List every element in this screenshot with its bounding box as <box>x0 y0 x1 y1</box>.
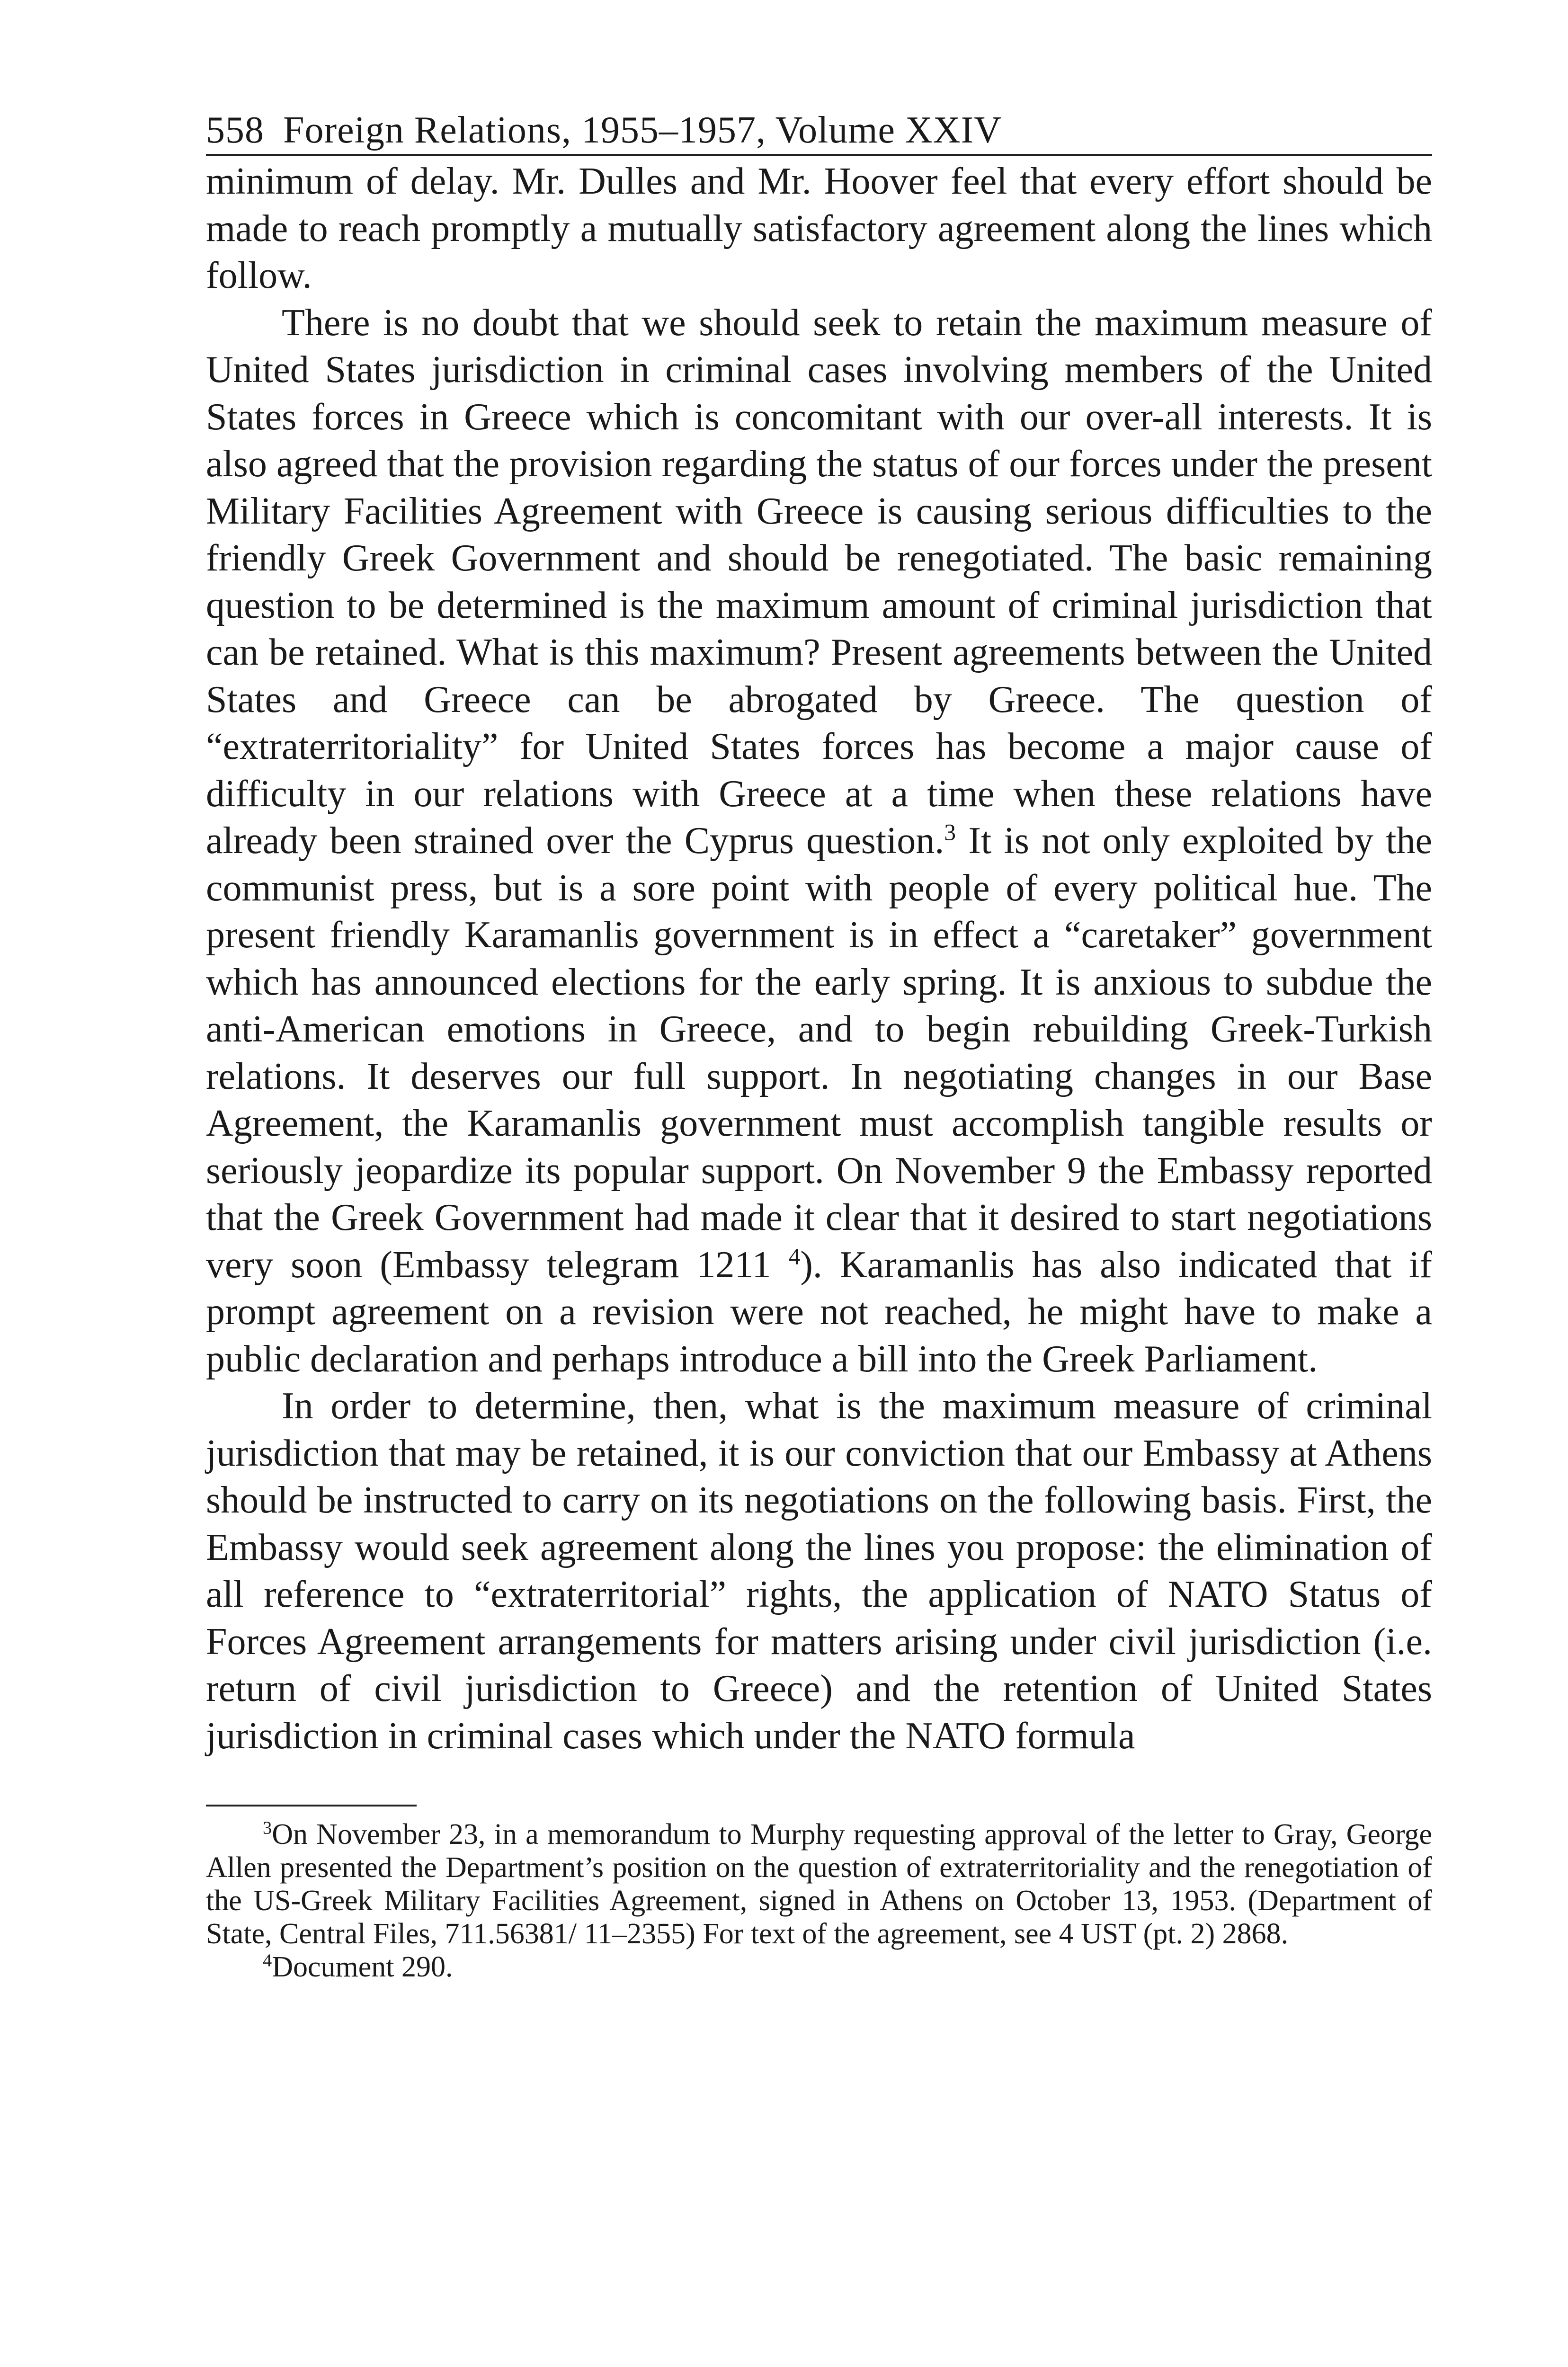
running-title: Foreign Relations, 1955–1957, Volume XXIV <box>283 109 1002 151</box>
document-page <box>206 107 1432 1984</box>
paragraph-1-text: minimum of delay. Mr. Dulles and Mr. Hoover feel that every effort should be made to reach promptly a mutually satisfactory agreement along the lines which follow. <box>206 160 1432 296</box>
paragraph-2 <box>206 300 1432 1383</box>
paragraph-2-text-b: It is not only exploited by the communist press, but is a sore point with people of every political hue. The present friendly Karamanlis government is in effect a “caretaker” government which has announced elections for the early spring. It is anxious to subdue the anti-American emotions in Greece, and to begin rebuilding Greek-Turkish relations. It deserves our full support. In negotiating changes in our Base Agreement, the Karamanlis government must accomplish tangible results or seriously jeopardize its popular support. On November 9 the Embassy reported that the Greek Government had made it clear that it desired to start negotiations very soon (Embassy telegram 1211 <box>206 820 1432 1286</box>
footnote-4-text: Document 290. <box>272 1951 453 1983</box>
footnote-4 <box>206 1950 1432 1984</box>
footnote-4-marker: 4 <box>263 1950 272 1971</box>
paragraph-3-text: In order to determine, then, what is the maximum measure of criminal jurisdiction that may be retained, it is our conviction that our Embassy at Athens should be instructed to carry on its negotiations on the following basis. First, the Embassy would seek agreement along the lines you propose: the elimination of all reference to “extraterritorial” rights, the application of NATO Status of Forces Agreement arrangements for matters arising under civil jurisdiction (i.e. return of civil jurisdiction to Greece) and the retention of United States jurisdiction in criminal cases which under the NATO formula <box>206 1385 1432 1757</box>
paragraph-2-text-a: There is no doubt that we should seek to retain the maximum measure of United States jurisdiction in criminal cases involving members of the United States forces in Greece which is concomitant with our over-all interests. It is also agreed that the provision regarding the status of our forces under the present Military Facilities Agreement with Greece is causing serious difficulties to the friendly Greek Government and should be renegotiated. The basic remaining question to be determined is the maximum amount of criminal jurisdiction that can be retained. What is this maximum? Present agreements between the United States and Greece can be abrogated by Greece. The question of “extraterritoriality” for United States forces has become a major cause of difficulty in our relations with Greece at a time when these relations have already been strained over the Cyprus question. <box>206 302 1432 862</box>
footnote-3 <box>206 1818 1432 1950</box>
footnote-divider <box>206 1805 417 1806</box>
body-text <box>206 158 1432 1760</box>
footnotes <box>206 1818 1432 1984</box>
footnote-3-text: On November 23, in a memorandum to Murphy requesting approval of the letter to Gray, George Allen presented the Department’s position on the question of extraterritoriality and the renegotiation of the US-Greek Military Facilities Agreement, signed in Athens on October 13, 1953. (Department of State, Central Files, 711.56381/ 11–2355) For text of the agreement, see 4 UST (pt. 2) 2868. <box>206 1818 1432 1950</box>
footnote-3-reference: 3 <box>944 819 956 845</box>
footnote-4-reference: 4 <box>788 1243 801 1269</box>
paragraph-1 <box>206 158 1432 300</box>
paragraph-2-text-c: ). Karamanlis has also indicated that if prompt agreement on a revision were not reached, he might have to make a public declaration and perhaps introduce a bill into the Greek Parliament. <box>206 1244 1432 1380</box>
footnote-3-marker: 3 <box>263 1818 272 1838</box>
page-number: 558 <box>206 109 264 151</box>
paragraph-3 <box>206 1383 1432 1760</box>
running-header <box>206 107 1432 156</box>
